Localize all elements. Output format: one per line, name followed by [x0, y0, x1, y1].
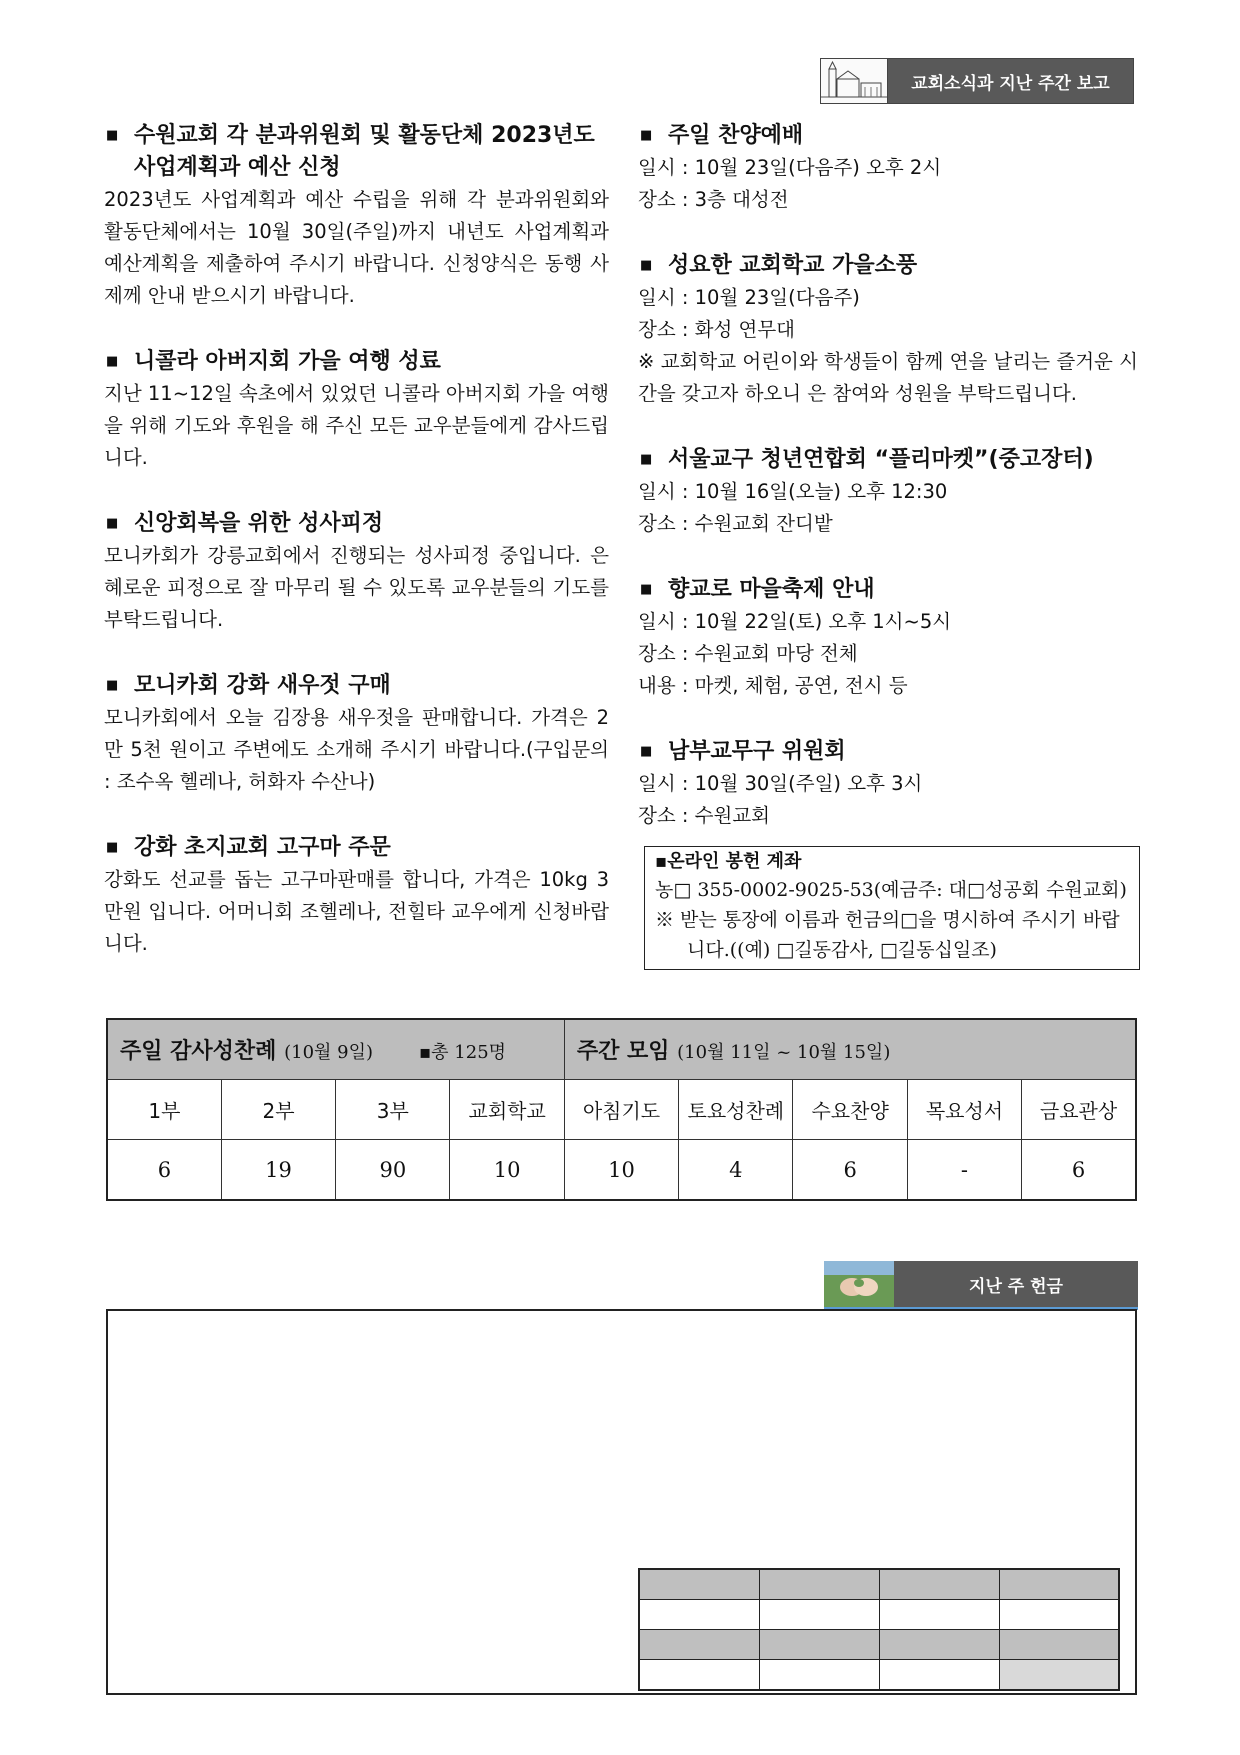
news-body: 모니카회에서 오늘 김장용 새우젓을 판매합니다. 가격은 2만 5천 원이고 주변에도 소개해 주시기 바랍니다.(구입문의 : 조수옥 헬레나, 허화자 수산나) — [104, 706, 609, 793]
news-item — [638, 574, 1138, 702]
news-heading: ■ 주일 찬양예배 — [638, 120, 1138, 152]
table-cell — [879, 1660, 999, 1691]
news-line: 장소 : 수원교회 — [638, 804, 770, 827]
table-cell — [879, 1630, 999, 1660]
table-cell — [999, 1600, 1119, 1630]
bank-account: 농□ 355-0002-9025-53(예금주: 대□성공회 수원교회) — [655, 879, 1127, 901]
news-line: 장소 : 3층 대성전 — [638, 188, 789, 211]
news-line: 일시 : 10월 22일(토) 오후 1시~5시 — [638, 610, 952, 633]
column-header: 2부 — [221, 1080, 335, 1140]
offering-title: 지난 주 헌금 — [894, 1261, 1138, 1307]
news-body: 2023년도 사업계획과 예산 수립을 위해 각 분과위원회와 활동단체에서는 10월 30일(주일)까지 내년도 사업계획과 예산계획을 제출하여 주시기 바랍니다. 신청양식은 동행 사제께 안내 받으시기 바랍니다. — [104, 188, 609, 307]
attendance-value: 6 — [1022, 1140, 1136, 1201]
attendance-value: - — [907, 1140, 1021, 1201]
section-header — [820, 58, 1134, 104]
news-item — [638, 250, 1138, 410]
news-heading: ■ 향교로 마을축제 안내 — [638, 574, 1138, 606]
news-note: ※ 교회학교 어린이와 학생들이 함께 연을 날리는 즐거운 시간을 갖고자 하오니 은 참여와 성원을 부탁드립니다. — [638, 350, 1138, 405]
church-building-icon — [821, 59, 888, 103]
offering-header — [824, 1261, 1138, 1310]
news-heading: ■ 성요한 교회학교 가을소풍 — [638, 250, 1138, 282]
table-cell — [639, 1630, 759, 1660]
attendance-value: 4 — [679, 1140, 793, 1201]
news-item — [638, 120, 1138, 216]
column-header: 1부 — [107, 1080, 221, 1140]
bullet-icon: ■ — [106, 128, 119, 143]
total-count: ▪총 125명 — [418, 1042, 507, 1063]
bullet-icon: ■ — [106, 516, 119, 531]
table-cell — [639, 1660, 759, 1691]
news-heading: ■ 강화 초지교회 고구마 주문 — [104, 832, 609, 864]
table-cell — [759, 1600, 879, 1630]
bullet-icon: ■ — [640, 128, 653, 143]
news-item — [638, 444, 1138, 540]
bullet-icon: ■ — [640, 582, 653, 597]
hands-photo-icon — [824, 1261, 894, 1307]
bullet-icon: ■ — [640, 744, 653, 759]
table-cell — [879, 1600, 999, 1630]
news-line: 일시 : 10월 30일(주일) 오후 3시 — [638, 772, 923, 795]
column-header: 토요성찬례 — [679, 1080, 793, 1140]
attendance-value: 6 — [107, 1140, 221, 1201]
bullet-icon: ■ — [106, 354, 119, 369]
news-item — [104, 508, 609, 636]
column-header: 교회학교 — [450, 1080, 564, 1140]
column-header: 목요성서 — [907, 1080, 1021, 1140]
news-item — [104, 120, 609, 312]
column-header: 금요관상 — [1022, 1080, 1136, 1140]
news-body: 모니카회가 강릉교회에서 진행되는 성사피정 중입니다. 은혜로운 피정으로 잘 마무리 될 수 있도록 교우분들의 기도를 부탁드립니다. — [104, 544, 609, 631]
news-item — [638, 736, 1138, 832]
news-line: 장소 : 화성 연무대 — [638, 318, 796, 341]
news-item — [104, 670, 609, 798]
table-cell — [639, 1569, 759, 1600]
weekly-header: 주간 모임 (10월 11일 ~ 10월 15일) — [564, 1019, 1136, 1080]
table-cell — [759, 1630, 879, 1660]
attendance-table — [106, 1018, 1137, 1201]
online-offering-note: ※ 받는 통장에 이름과 헌금의□을 명시하여 주시기 바랍니다.((예) □길동감사, □길동십일조) — [655, 909, 1120, 961]
table-cell — [999, 1630, 1119, 1660]
column-header: 아침기도 — [564, 1080, 678, 1140]
news-heading: ■ 남부교무구 위원회 — [638, 736, 1138, 768]
news-line: 일시 : 10월 23일(다음주) 오후 2시 — [638, 156, 942, 179]
news-heading: ■ 신앙회복을 위한 성사피정 — [104, 508, 609, 540]
column-header: 3부 — [336, 1080, 450, 1140]
bullet-icon: ■ — [106, 840, 119, 855]
news-line: 내용 : 마켓, 체험, 공연, 전시 등 — [638, 674, 908, 697]
news-item — [104, 832, 609, 960]
attendance-value: 10 — [450, 1140, 564, 1201]
bullet-icon: ■ — [640, 258, 653, 273]
news-heading: ■ 수원교회 각 분과위원회 및 활동단체 2023년도 사업계획과 예산 신청 — [104, 120, 609, 184]
table-cell — [759, 1569, 879, 1600]
news-item — [104, 346, 609, 474]
table-cell — [999, 1569, 1119, 1600]
bullet-icon: ■ — [106, 678, 119, 693]
bullet-icon: ■ — [640, 452, 653, 467]
online-offering-title: ▪온라인 봉헌 계좌 — [655, 851, 802, 872]
attendance-value: 10 — [564, 1140, 678, 1201]
table-cell — [759, 1660, 879, 1691]
section-header-title: 교회소식과 지난 주간 보고 — [888, 59, 1133, 103]
left-news-column — [104, 120, 609, 994]
news-heading: ■ 니콜라 아버지회 가을 여행 성료 — [104, 346, 609, 378]
news-line: 장소 : 수원교회 잔디밭 — [638, 512, 833, 535]
news-line: 장소 : 수원교회 마당 전체 — [638, 642, 858, 665]
attendance-value: 6 — [793, 1140, 907, 1201]
news-heading: ■ 서울교구 청년연합회 “플리마켓”(중고장터) — [638, 444, 1138, 476]
news-body: 강화도 선교를 돕는 고구마판매를 합니다, 가격은 10kg 3만원 입니다. 어머니회 조헬레나, 전힐타 교우에게 신청바랍니다. — [104, 868, 609, 955]
news-line: 일시 : 10월 23일(다음주) — [638, 286, 860, 309]
news-body: 지난 11~12일 속초에서 있었던 니콜라 아버지회 가을 여행을 위해 기도와 후원을 해 주신 모든 교우분들에게 감사드립니다. — [104, 382, 609, 469]
table-cell — [999, 1660, 1119, 1691]
news-heading: ■ 모니카회 강화 새우젓 구매 — [104, 670, 609, 702]
online-offering-box — [644, 846, 1140, 970]
attendance-value: 19 — [221, 1140, 335, 1201]
right-news-column — [638, 120, 1138, 970]
attendance-value: 90 — [336, 1140, 450, 1201]
sunday-header: 주일 감사성찬례 (10월 9일) ▪총 125명 — [107, 1019, 564, 1080]
column-header: 수요찬양 — [793, 1080, 907, 1140]
offering-table — [638, 1568, 1120, 1691]
news-line: 일시 : 10월 16일(오늘) 오후 12:30 — [638, 480, 948, 503]
table-cell — [879, 1569, 999, 1600]
table-cell — [639, 1600, 759, 1630]
